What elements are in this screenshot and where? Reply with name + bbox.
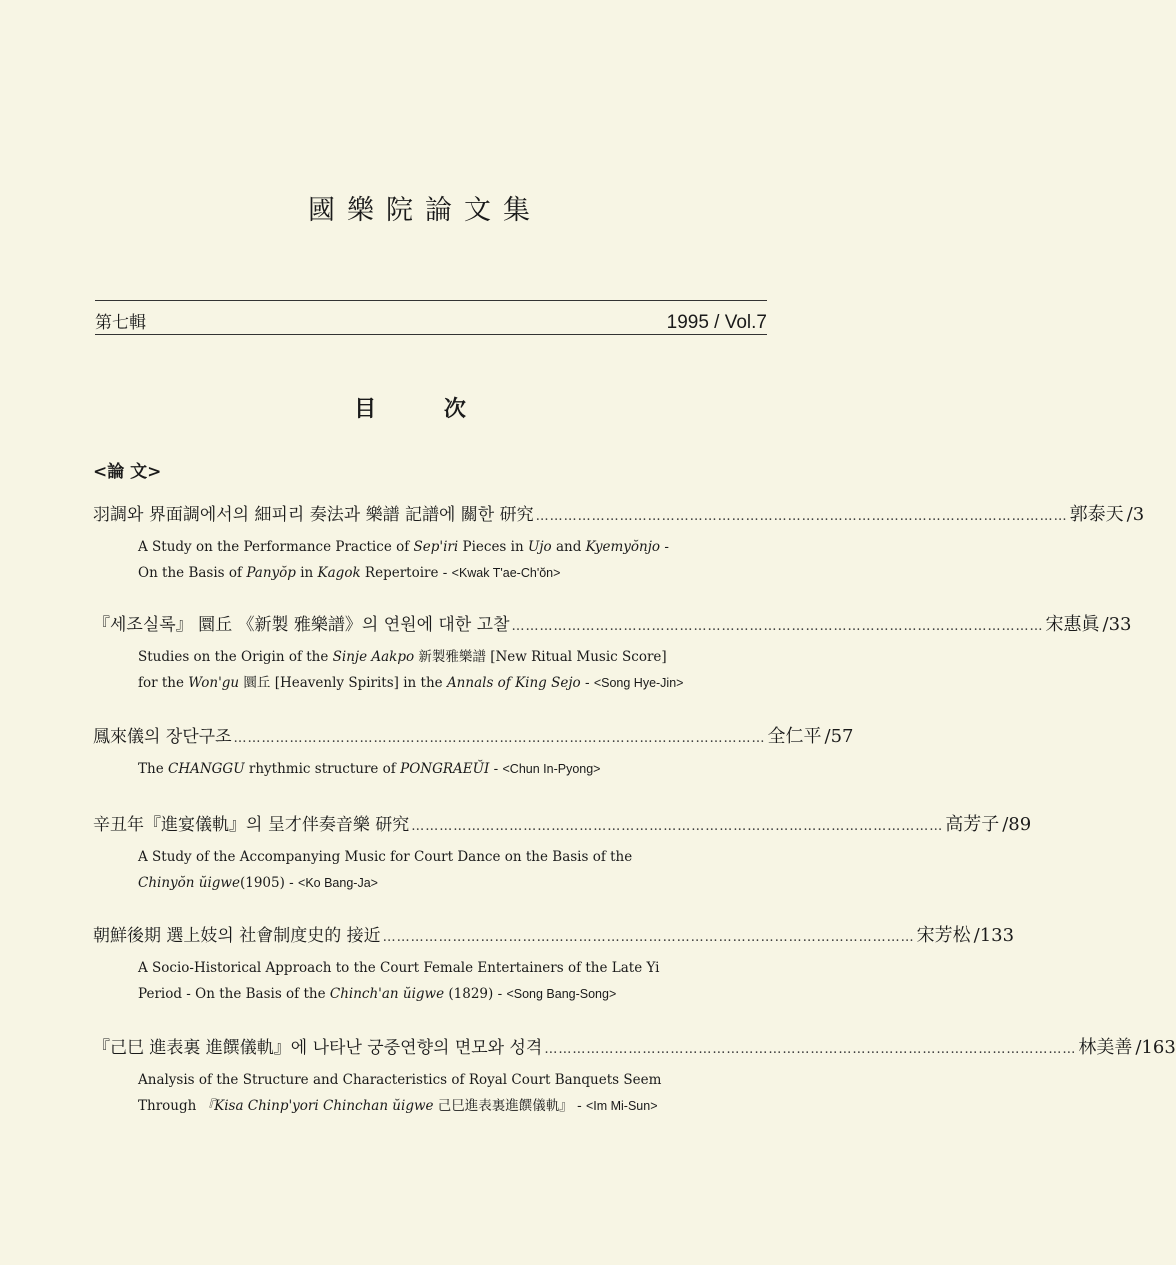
toc-entry[interactable] (93, 500, 1145, 586)
entry-author-en: <Song Bang-Song> (506, 987, 617, 1001)
entry-page: /3 (1126, 504, 1145, 525)
entry-english-line: for the Won'gu 圜丘 [Heavenly Spirits] in the Annals of King Sejo - <Song Hye-Jin> (138, 675, 684, 691)
entry-author: 宋惠眞 (1045, 614, 1100, 635)
toc-entry[interactable] (93, 921, 1015, 1007)
toc-heading: 目 次 (354, 396, 496, 422)
entry-title: 羽調와 界面調에서의 細피리 奏法과 樂譜 記譜에 關한 研究 (93, 505, 534, 525)
leader-dots: …………………………………………………………………………………………………… (411, 819, 944, 834)
leader-dots: …………………………………………………………………………………………………… (233, 731, 766, 746)
entry-english-line: A Study of the Accompanying Music for Court Dance on the Basis of the (138, 849, 633, 865)
entry-english-line: On the Basis of Panyŏp in Kagok Repertoire - <Kwak T'ae-Ch'ŏn> (138, 565, 561, 581)
entry-english-line: A Socio-Historical Approach to the Court Female Entertainers of the Late Yi (138, 960, 660, 976)
entry-page: /33 (1102, 614, 1132, 635)
toc-entry[interactable] (93, 610, 1132, 696)
entry-title: 『세조실록』 圜丘 《新製 雅樂譜》의 연원에 대한 고찰 (93, 615, 510, 635)
entry-author: 宋芳松 (916, 925, 971, 946)
journal-title: 國樂院論文集 (308, 195, 542, 226)
entry-english-line: Through 『Kisa Chinp'yori Chinchan ŭigwe 己巳進表裏進饌儀軌』 - <Im Mi-Sun> (138, 1098, 658, 1114)
volume-label: 1995 / Vol.7 (666, 312, 767, 333)
entry-english-line: Studies on the Origin of the Sinje Aakpo 新製雅樂譜 [New Ritual Music Score] (138, 649, 667, 665)
entry-english-line: Period - On the Basis of the Chinch'an ŭigwe (1829) - <Song Bang-Song> (138, 986, 617, 1002)
entry-english-line: The CHANGGU rhythmic structure of PONGRAEŬI - <Chun In-Pyong> (138, 761, 601, 777)
entry-english-line: Analysis of the Structure and Characteristics of Royal Court Banquets Seem (138, 1072, 662, 1088)
entry-page: /89 (1002, 814, 1032, 835)
entry-title: 辛丑年『進宴儀軌』의 呈才伴奏音樂 研究 (93, 815, 410, 835)
entry-author-en: <Ko Bang-Ja> (298, 876, 378, 890)
entry-page: /163 (1135, 1037, 1176, 1058)
bottom-rule (95, 334, 767, 335)
entry-title: 『己巳 進表裏 進饌儀軌』에 나타난 궁중연향의 면모와 성격 (93, 1038, 543, 1058)
entry-author-en: <Kwak T'ae-Ch'ŏn> (451, 566, 561, 580)
entry-title: 朝鮮後期 選上妓의 社會制度史的 接近 (93, 926, 381, 946)
entry-author-en: <Song Hye-Jin> (593, 676, 684, 690)
top-rule (95, 300, 767, 301)
entry-author-en: <Chun In-Pyong> (502, 762, 601, 776)
leader-dots: …………………………………………………………………………………………………… (382, 930, 915, 945)
entry-english-line: Chinyŏn ŭigwe(1905) - <Ko Bang-Ja> (138, 875, 378, 891)
issue-label: 第七輯 (95, 313, 146, 333)
issue-row (95, 308, 767, 334)
toc-entry[interactable] (93, 1033, 1176, 1119)
entry-english-line: A Study on the Performance Practice of Sep'iri Pieces in Ujo and Kyemyŏnjo - (138, 539, 669, 555)
entry-author: 全仁平 (767, 726, 822, 747)
toc-entry[interactable] (93, 810, 1032, 896)
entry-author: 林美善 (1078, 1037, 1133, 1058)
entry-page: /133 (973, 925, 1015, 946)
entry-author: 高芳子 (945, 814, 1000, 835)
entry-author: 郭泰天 (1069, 504, 1124, 525)
entry-page: /57 (824, 726, 854, 747)
leader-dots: …………………………………………………………………………………………………… (535, 509, 1068, 524)
entry-author-en: <Im Mi-Sun> (585, 1099, 658, 1113)
leader-dots: …………………………………………………………………………………………………… (544, 1042, 1077, 1057)
entry-title: 鳳來儀의 장단구조 (93, 727, 232, 747)
toc-entry[interactable] (93, 722, 854, 782)
section-label: <論 文> (93, 462, 162, 482)
leader-dots: …………………………………………………………………………………………………… (511, 619, 1044, 634)
